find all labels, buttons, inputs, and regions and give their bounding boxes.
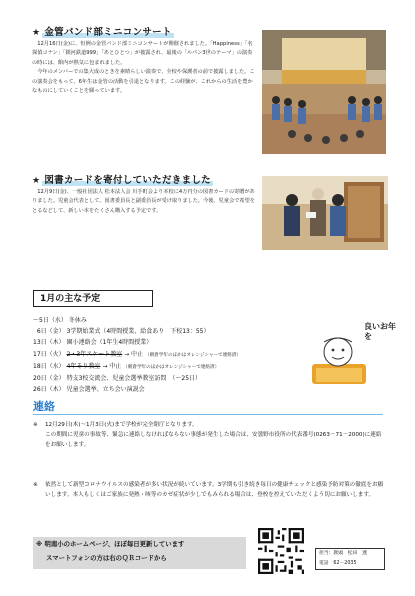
schedule-item: 17日（火） 2・3年スケート教室 → 中止 （朝倉学年のほかはオレンジシャーで連絡済） — [33, 350, 242, 358]
renraku-item-1: ※ 12月29日(木)～1月3日(火)まで学校が完全閉庁となります。 この期間に児童の事故等、緊急に連絡しなければならない事態が発生した場合は、安曇野市役所の代表番号(0263－71－2000)に連絡をお願いします。 — [33, 422, 382, 448]
card-text: 12月9日(金)、一般社団法人 松本法人会 川手町会より本校に4万円分の図書カードの寄贈がありました。児童会代表として、図書委員長と副委員長が受け取りました。今後、児童会で希望をとるなどして、新しい本をたくさん購入する予定です。 — [32, 189, 255, 214]
renraku-title: 連絡 — [33, 400, 55, 413]
donation-photo — [262, 176, 388, 250]
schedule-title: 1月の主な予定 — [33, 290, 153, 307]
schedule-item: 20日（金） 特支3校交流会、児童会選挙教室訪問 （～25日） — [33, 375, 202, 383]
schedule-item: 6日（金） 3学期始業式（4時間授業、給食あり 下校13：55） — [36, 328, 210, 336]
band-title: ★ 金管バンド部ミニコンサート — [32, 27, 172, 38]
concert-photo — [262, 30, 386, 154]
schedule-item: 18日（水） 4年そり教室 → 中止 （朝倉学年のほかはオレンジシャーで連絡済） — [33, 362, 220, 370]
schedule-item: 13日（木） 園小連絡会（1年生4時間授業） — [33, 339, 153, 347]
schedule-item: ～5日（水） 冬休み — [33, 317, 87, 324]
schedule-item: 26日（木） 児童会選挙、立ち会い演説会 — [33, 386, 145, 394]
greeting-text: 良いお年を — [364, 322, 396, 341]
band-text: 12月16日(金)に、恒例の金管バンド部ミニコンサートが開催されました。「Happiness」「名探偵コナン」「銀河鉄道999」「あとひとつ」が披露され、最後の「ルパン3世のテーマ」の演奏の時には、館内が熱気に包まれました。 今年のメンバーでの集大成のときを素晴らしい演奏で、全校や保護者の前で披露しました。この演奏会をもって、6年生は金管の活動を引退となります。この経験が、これからの生活を豊かなものにしていくことを願っています。 — [32, 41, 255, 95]
homepage-note: ※ 明南小のホームページ、ほぼ毎日更新しています スマートフォンの方は右のＱＲコードから — [33, 537, 246, 569]
card-title: ★ 図書カードを寄付していただきました — [32, 175, 211, 186]
renraku-item-2: ※ 依然として新型コロナウイルスの感染者が多い状況が続いています。3学期も引き続き毎日の健康チェックと感染予防対策の徹底をお願いします。本人もしくはご家族に発熱・咳等のカゼ症状が少しでもみられる場合は、登校を控えていただくよう切にお願いします。 — [33, 482, 384, 498]
contact-box: 担当：教頭 松田 透 電話 62－2035 — [315, 548, 385, 570]
qr-code[interactable] — [258, 528, 304, 574]
renraku-divider — [33, 414, 383, 415]
star-icon: ★ — [32, 176, 41, 186]
star-icon: ★ — [32, 28, 41, 38]
